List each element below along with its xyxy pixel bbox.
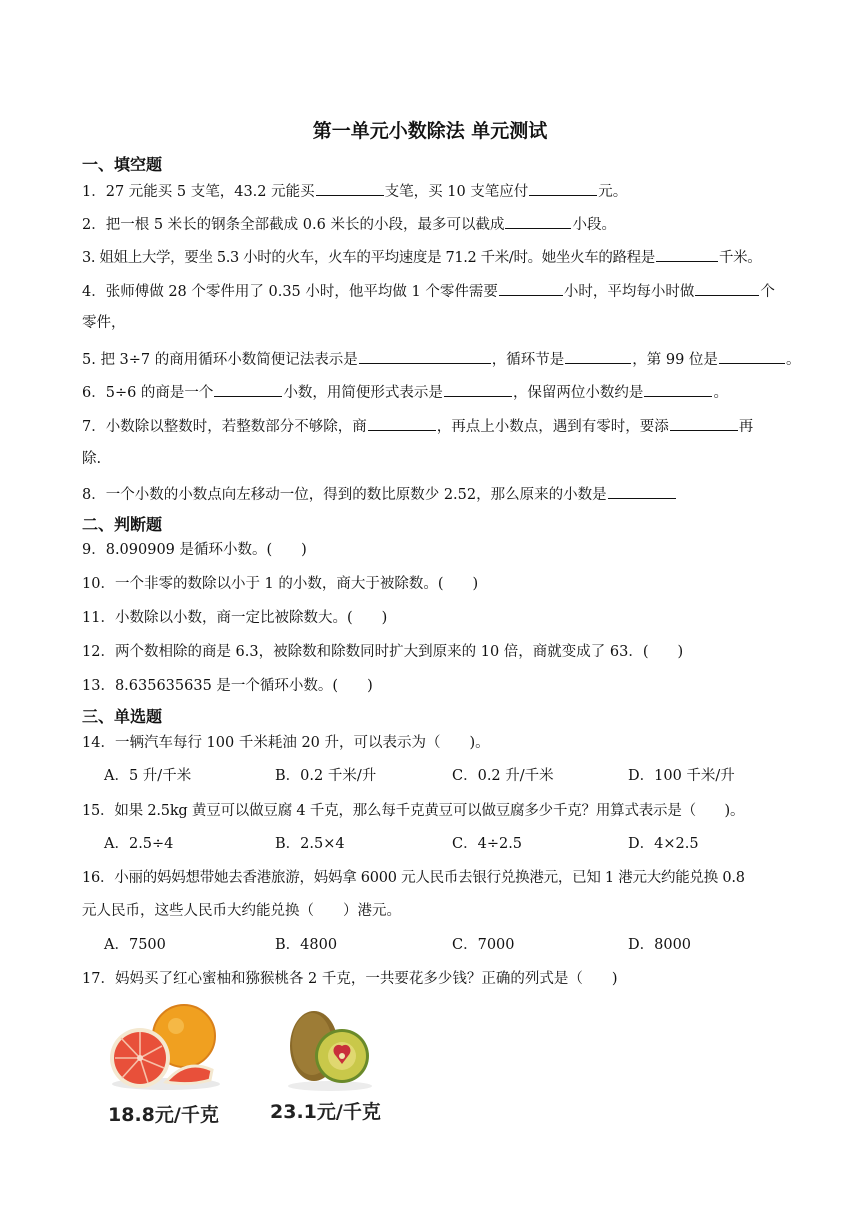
question-8: 8．一个小数的小数点向左移动一位，得到的数比原数少 2.52，那么原来的小数是	[82, 483, 677, 505]
question-6: 6．5÷6 的商是一个 小数，用简便形式表示是 ，保留两位小数约是 。	[82, 381, 728, 403]
grapefruit-image-icon	[104, 1000, 224, 1092]
answer-blank[interactable]	[719, 348, 785, 364]
option-a[interactable]: A．2.5÷4	[104, 836, 174, 852]
kiwi-price: 23.1元/千克	[270, 1101, 381, 1123]
question-15: 15．如果 2.5kg 黄豆可以做豆腐 4 千克，那么每千克黄豆可以做豆腐多少千克？用算式表示是（ )。	[82, 803, 745, 819]
section-fill-blank: 一、填空题	[82, 155, 163, 174]
option-b[interactable]: B．4800	[275, 937, 338, 953]
question-10: 10．一个非零的数除以小于 1 的小数，商大于被除数。( )	[82, 576, 479, 592]
answer-blank[interactable]	[214, 381, 282, 397]
question-7-cont: 除.	[82, 451, 102, 467]
option-c[interactable]: C．4÷2.5	[452, 836, 523, 852]
question-7: 7．小数除以整数时，若整数部分不够除，商 ，再点上小数点，遇到有零时，要添 再	[82, 415, 753, 437]
question-9: 9．8.090909 是循环小数。( )	[82, 542, 307, 558]
question-11: 11．小数除以小数，商一定比被除数大。( )	[82, 610, 388, 626]
answer-blank[interactable]	[529, 180, 597, 196]
option-c[interactable]: C．0.2 升/千米	[452, 768, 554, 784]
option-d[interactable]: D．4×2.5	[628, 836, 699, 852]
answer-blank[interactable]	[644, 381, 712, 397]
option-d[interactable]: D．100 千米/升	[628, 768, 735, 784]
question-1: 1．27 元能买 5 支笔，43.2 元能买 支笔，买 10 支笔应付 元。	[82, 180, 627, 202]
question-12: 12．两个数相除的商是 6.3，被除数和除数同时扩大到原来的 10 倍，商就变成了 63．( )	[82, 644, 684, 660]
question-14: 14．一辆汽车每行 100 千米耗油 20 升，可以表示为（ )。	[82, 735, 490, 751]
answer-blank[interactable]	[499, 280, 563, 296]
kiwi-image-icon	[282, 1008, 378, 1092]
question-13: 13．8.635635635 是一个循环小数。( )	[82, 678, 373, 694]
answer-blank[interactable]	[695, 280, 759, 296]
option-d[interactable]: D．8000	[628, 937, 692, 953]
option-b[interactable]: B．2.5×4	[275, 836, 345, 852]
question-16: 16．小丽的妈妈想带她去香港旅游，妈妈拿 6000 元人民币去银行兑换港元，已知 1 港元大约能兑换 0.8	[82, 870, 745, 886]
answer-blank[interactable]	[565, 348, 631, 364]
question-17: 17．妈妈买了红心蜜柚和猕猴桃各 2 千克，一共要花多少钱？正确的列式是（ )	[82, 971, 618, 987]
answer-blank[interactable]	[368, 415, 436, 431]
option-a[interactable]: A．7500	[104, 937, 166, 953]
answer-blank[interactable]	[359, 348, 491, 364]
page-title: 第一单元小数除法 单元测试	[312, 120, 548, 142]
question-3: 3. 姐姐上大学，要坐 5.3 小时的火车，火车的平均速度是 71.2 千米/时。她坐火车的路程是 千米。	[82, 246, 761, 268]
question-2: 2．把一根 5 米长的钢条全部截成 0.6 米长的小段，最多可以截成 小段。	[82, 213, 616, 235]
question-4-cont: 零件，	[82, 315, 126, 331]
question-16-cont: 元人民币，这些人民币大约能兑换（ ）港元。	[82, 903, 401, 919]
question-4: 4．张师傅做 28 个零件用了 0.35 小时，他平均做 1 个零件需要 小时，平均每小时做 个	[82, 280, 775, 302]
answer-blank[interactable]	[505, 213, 571, 229]
option-b[interactable]: B．0.2 千米/升	[275, 768, 377, 784]
section-true-false: 二、判断题	[82, 515, 163, 534]
grapefruit-price: 18.8元/千克	[108, 1104, 219, 1126]
answer-blank[interactable]	[656, 246, 718, 262]
question-5: 5. 把 3÷7 的商用循环小数简便记法表示是 ，循环节是 ，第 99 位是 。	[82, 348, 800, 370]
option-c[interactable]: C．7000	[452, 937, 515, 953]
answer-blank[interactable]	[670, 415, 738, 431]
section-single-choice: 三、单选题	[82, 707, 163, 726]
answer-blank[interactable]	[444, 381, 512, 397]
answer-blank[interactable]	[316, 180, 384, 196]
answer-blank[interactable]	[608, 483, 676, 499]
option-a[interactable]: A．5 升/千米	[104, 768, 192, 784]
